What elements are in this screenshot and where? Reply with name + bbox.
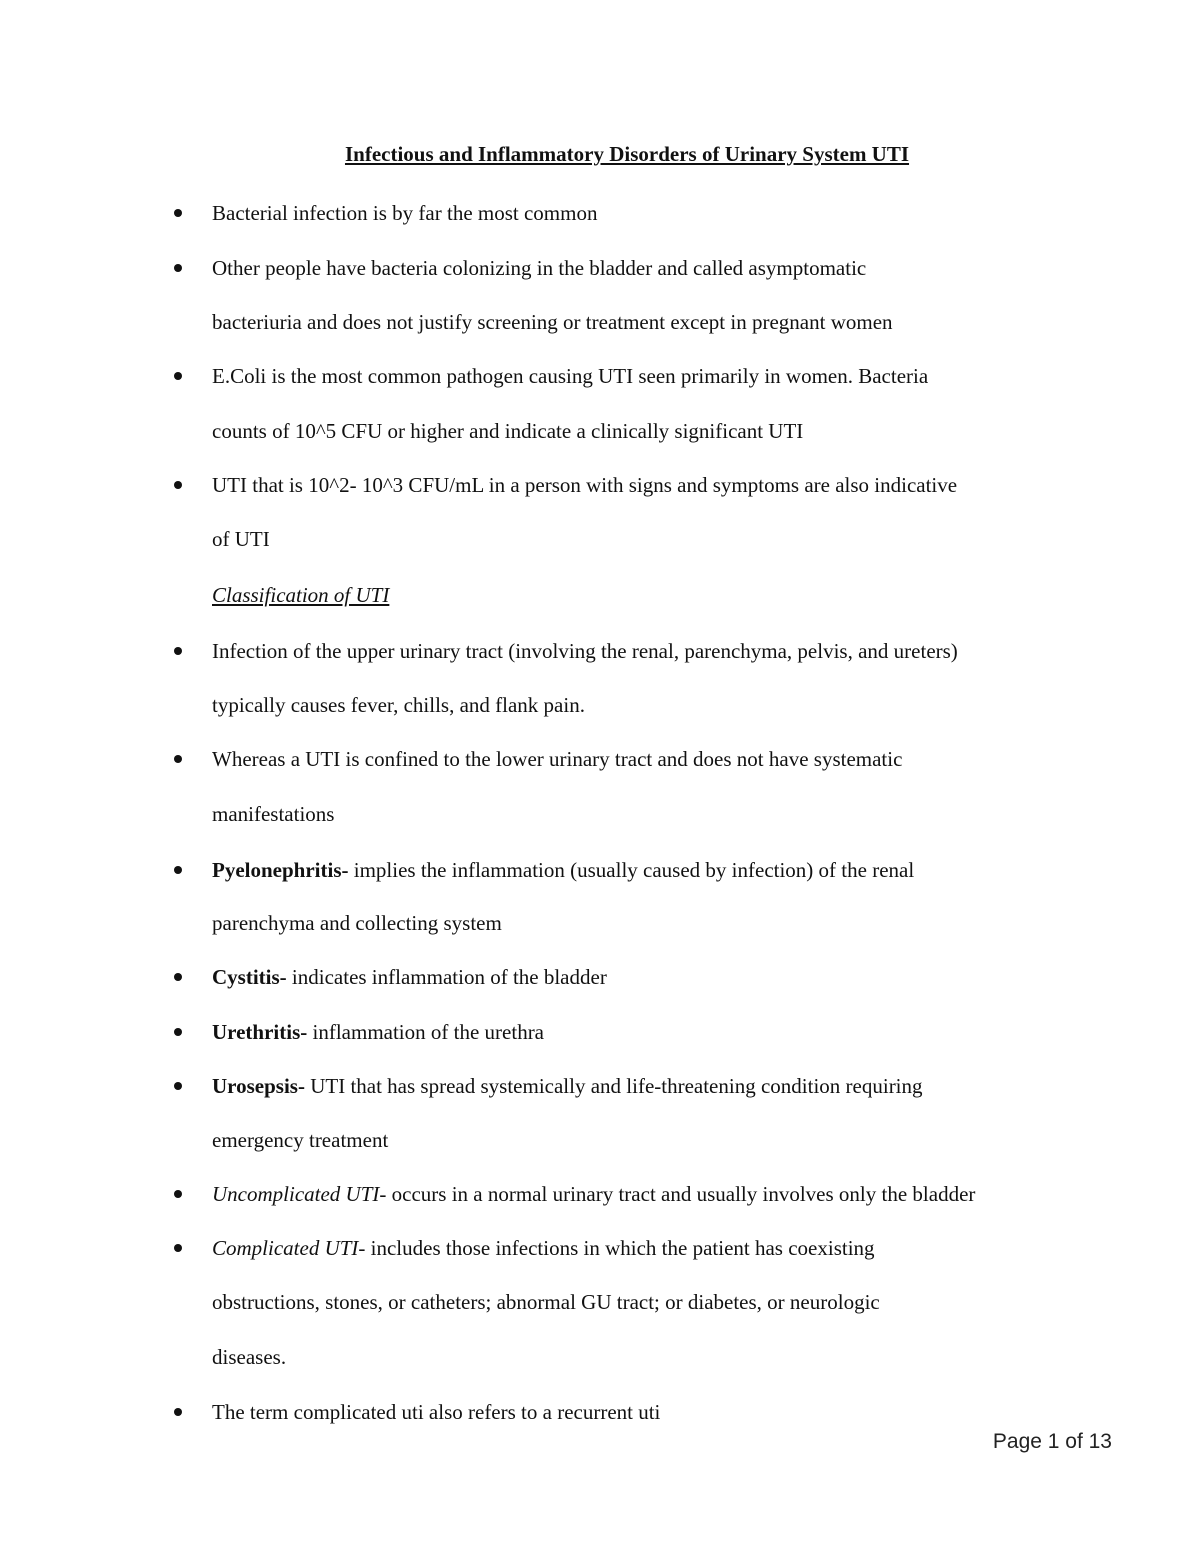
bullet-icon (174, 264, 182, 272)
term-complicated-uti: Complicated UTI (212, 1236, 359, 1260)
bullet-icon (174, 1190, 182, 1198)
term-urethritis: Urethritis- (212, 1020, 308, 1044)
bullet-icon (174, 866, 182, 874)
definition-text: implies the inflammation (usually caused by infection) of the renal (348, 858, 915, 882)
list-item-continuation: parenchyma and collecting system (212, 911, 502, 935)
definition-text: indicates inflammation of the bladder (286, 965, 607, 989)
list-item-continuation: typically causes fever, chills, and flank pain. (212, 693, 585, 717)
term-cystitis: Cystitis- (212, 965, 287, 989)
list-item: The term complicated uti also refers to a recurrent uti (212, 1400, 661, 1424)
definition-text: UTI that has spread systemically and life-threatening condition requiring (304, 1074, 923, 1098)
document-title: Infectious and Inflammatory Disorders of Urinary System UTI (344, 142, 910, 166)
list-item (212, 1179, 975, 1209)
term-pyelonephritis: Pyelonephritis- (212, 858, 349, 882)
list-item: Infection of the upper urinary tract (involving the renal, parenchyma, pelvis, and ureters) (212, 639, 958, 663)
bullet-icon (174, 372, 182, 380)
list-item: Bacterial infection is by far the most common (212, 201, 598, 225)
page-number: Page 1 of 13 (992, 1430, 1112, 1453)
list-item (212, 1071, 923, 1101)
bullet-icon (174, 755, 182, 763)
list-item-continuation: counts of 10^5 CFU or higher and indicate a clinically significant UTI (212, 419, 804, 443)
list-item-continuation: obstructions, stones, or catheters; abnormal GU tract; or diabetes, or neurologic (212, 1290, 880, 1314)
bullet-icon (174, 1082, 182, 1090)
section-subheading: Classification of UTI (212, 583, 390, 607)
bullet-icon (174, 973, 182, 981)
list-item (212, 962, 607, 992)
list-item (212, 1233, 875, 1263)
list-item-continuation: emergency treatment (212, 1128, 389, 1152)
bullet-icon (174, 481, 182, 489)
definition-text: - occurs in a normal urinary tract and usually involves only the bladder (379, 1182, 976, 1206)
list-item: UTI that is 10^2- 10^3 CFU/mL in a person with signs and symptoms are also indicative (212, 473, 958, 497)
term-urosepsis: Urosepsis- (212, 1074, 305, 1098)
bullet-icon (174, 209, 182, 217)
list-item: Other people have bacteria colonizing in the bladder and called asymptomatic (212, 256, 867, 280)
list-item: Whereas a UTI is confined to the lower urinary tract and does not have systematic (212, 747, 903, 771)
list-item-continuation: diseases. (212, 1345, 287, 1369)
list-item-continuation: of UTI (212, 527, 270, 551)
list-item (212, 1017, 544, 1047)
bullet-icon (174, 1244, 182, 1252)
bullet-icon (174, 647, 182, 655)
list-item-continuation: bacteriuria and does not justify screening or treatment except in pregnant women (212, 310, 893, 334)
bullet-icon (174, 1028, 182, 1036)
bullet-icon (174, 1408, 182, 1416)
term-uncomplicated-uti: Uncomplicated UTI (212, 1182, 380, 1206)
list-item-continuation: manifestations (212, 802, 335, 826)
list-item (212, 855, 914, 885)
list-item: E.Coli is the most common pathogen causing UTI seen primarily in women. Bacteria (212, 364, 929, 388)
definition-text: - includes those infections in which the patient has coexisting (358, 1236, 875, 1260)
definition-text: inflammation of the urethra (307, 1020, 545, 1044)
